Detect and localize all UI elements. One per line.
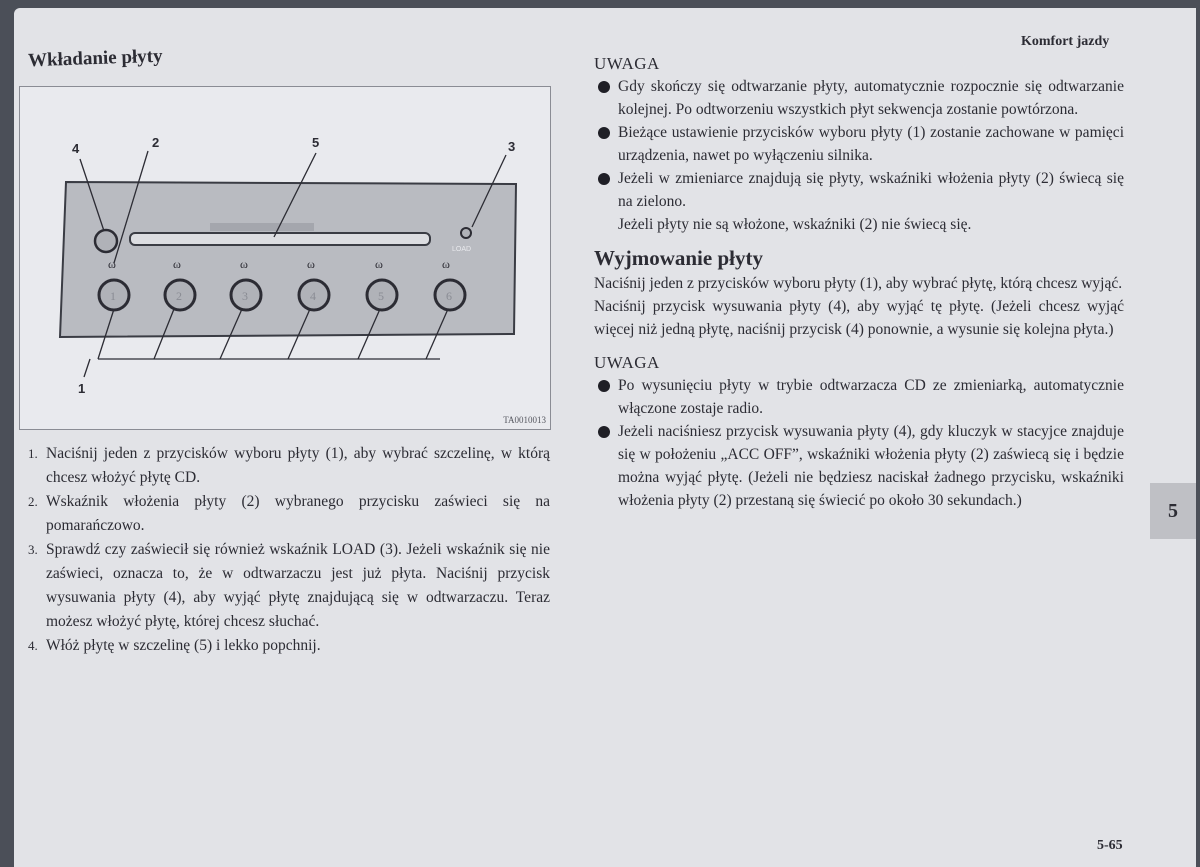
note-bullet-list bbox=[594, 75, 1124, 213]
step-number: 1. bbox=[28, 446, 38, 461]
disc-button-number: 1 bbox=[110, 289, 116, 303]
step-item bbox=[28, 634, 550, 658]
note-bullet-list bbox=[594, 374, 1124, 512]
load-indicator-icon bbox=[461, 228, 471, 238]
disc-indicator-icon: ω bbox=[307, 257, 315, 271]
step-number: 4. bbox=[28, 638, 38, 653]
bullet-dot-icon bbox=[598, 380, 610, 392]
note-heading: UWAGA bbox=[594, 353, 660, 372]
note-bullet bbox=[618, 374, 1124, 420]
left-section-title: Wkładanie płyty bbox=[27, 45, 163, 72]
step-item bbox=[28, 490, 550, 538]
cd-changer-illustration bbox=[20, 87, 550, 429]
note-bullet bbox=[618, 420, 1124, 512]
disc-button-number: 2 bbox=[176, 289, 182, 303]
cd-changer-figure bbox=[19, 86, 551, 430]
step-number: 2. bbox=[28, 494, 38, 509]
section-paragraph: Naciśnij jeden z przycisków wyboru płyty (1), aby wybrać płytę, którą chcesz wyjąć. bbox=[594, 275, 1123, 292]
disc-indicator-icon: ω bbox=[240, 257, 248, 271]
bullet-text: Po wysunięciu płyty w trybie odtwarzacza CD ze zmieniarką, automatycznie włączone zostaje radio. bbox=[618, 377, 1124, 417]
step-number: 3. bbox=[28, 542, 38, 557]
page-number: 5-65 bbox=[1097, 838, 1123, 853]
insert-steps-list bbox=[28, 442, 550, 658]
disc-button-number: 5 bbox=[378, 289, 384, 303]
disc-indicator-icon: ω bbox=[375, 257, 383, 271]
note-bullet bbox=[618, 121, 1124, 167]
bullet-dot-icon bbox=[598, 81, 610, 93]
section-paragraph: Naciśnij przycisk wysuwania płyty (4), aby wyjąć tę płytę. (Jeżeli chcesz wyjąć więcej niż jedną płytę, naciśnij przycisk (4) ponownie, a wysunie się kolejna płyta.) bbox=[594, 298, 1124, 338]
bullet-dot-icon bbox=[598, 127, 610, 139]
callout-5: 5 bbox=[312, 135, 320, 150]
callout-4: 4 bbox=[72, 141, 80, 156]
callout-2: 2 bbox=[152, 135, 160, 150]
manual-page bbox=[14, 8, 1196, 867]
note-heading: UWAGA bbox=[594, 54, 660, 73]
disc-button-number: 6 bbox=[446, 289, 452, 303]
disc-button-number: 3 bbox=[242, 289, 248, 303]
step-item bbox=[28, 442, 550, 490]
load-label: LOAD bbox=[452, 246, 472, 253]
bullet-text: Bieżące ustawienie przycisków wyboru płyty (1) zostanie zachowane w pamięci urządzenia, nawet po wyłączeniu silnika. bbox=[618, 124, 1124, 164]
bullet-dot-icon bbox=[598, 426, 610, 438]
disc-indicator-icon: ω bbox=[108, 257, 116, 271]
eject-button-icon bbox=[95, 230, 117, 252]
note-extra-line: Jeżeli płyty nie są włożone, wskaźniki (2) nie świecą się. bbox=[618, 216, 972, 233]
bullet-text: Gdy skończy się odtwarzanie płyty, automatycznie rozpocznie się odtwarzanie kolejnej. Po odtworzeniu wszystkich płyt sekwencja zostanie powtórzona. bbox=[618, 78, 1124, 118]
disc-slot-icon bbox=[130, 233, 430, 245]
disc-indicator-icon: ω bbox=[173, 257, 181, 271]
disc-indicator-icon: ω bbox=[442, 257, 450, 271]
right-column bbox=[594, 52, 1124, 512]
bullet-dot-icon bbox=[598, 173, 610, 185]
note-bullet bbox=[618, 75, 1124, 121]
step-item bbox=[28, 538, 550, 634]
callout-1: 1 bbox=[78, 381, 86, 396]
disc-button-number: 4 bbox=[310, 289, 316, 303]
bullet-text: Jeżeli w zmieniarce znajdują się płyty, wskaźniki włożenia płyty (2) świecą się na zielono. bbox=[618, 170, 1124, 210]
note-bullet bbox=[618, 167, 1124, 213]
step-text: Włóż płytę w szczelinę (5) i lekko popchnij. bbox=[46, 637, 321, 654]
callout-3: 3 bbox=[508, 139, 516, 154]
figure-code: TA0010013 bbox=[503, 415, 546, 425]
page-header: Komfort jazdy bbox=[1021, 34, 1110, 49]
section-heading: Wyjmowanie płyty bbox=[594, 246, 763, 270]
step-text: Naciśnij jeden z przycisków wyboru płyty (1), aby wybrać szczelinę, w którą chcesz włożyć płytę CD. bbox=[46, 445, 550, 486]
bullet-text: Jeżeli naciśniesz przycisk wysuwania płyty (4), gdy kluczyk w stacyjce znajduje się w położeniu „ACC OFF”, wskaźniki włożenia płyty (2) zaświecą się i będzie można wyjąć płytę. (Jeżeli nie będziesz naciskał żadnego przycisku, wskaźniki włożenia płyty (2) przestaną się świecić po około 30 sekundach.) bbox=[618, 423, 1124, 509]
section-tab: 5 bbox=[1150, 483, 1196, 539]
step-text: Wskaźnik włożenia płyty (2) wybranego przycisku zaświeci się na pomarańczowo. bbox=[46, 493, 550, 534]
step-text: Sprawdź czy zaświecił się również wskaźnik LOAD (3). Jeżeli wskaźnik się nie zaświeci, oznacza to, że w odtwarzaczu jest już płyta. Naciśnij przycisk wysuwania płyty (4), aby wyjąć płytę znajdującą się w odtwarzaczu. Teraz możesz włożyć płytę, której chcesz słuchać. bbox=[46, 541, 550, 630]
